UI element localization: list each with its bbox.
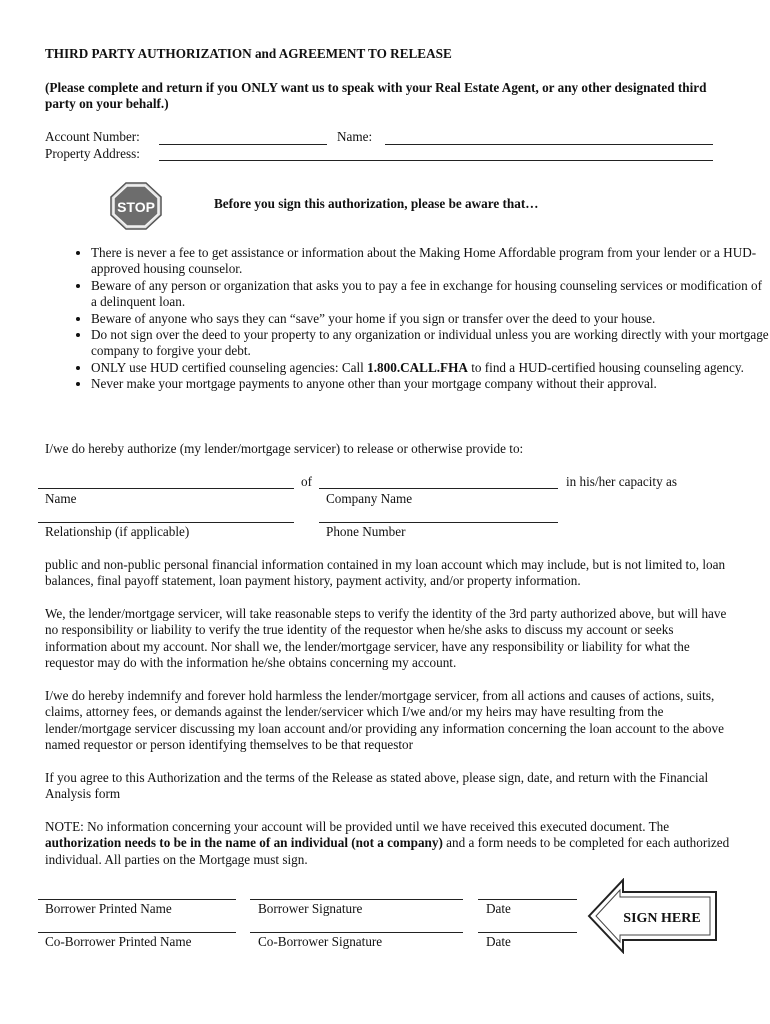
- list-item: • Do not sign over the deed to your property to any organization or individual unless you are working directly with your mortgage company to forgive your debt.: [91, 327, 770, 360]
- warning-heading: Before you sign this authorization, please be aware that…: [214, 196, 539, 211]
- coborrower-signature-label: Co-Borrower Signature: [258, 934, 383, 949]
- borrower-signature-field[interactable]: [250, 899, 463, 900]
- hud-phone: 1.800.CALL.FHA: [367, 359, 468, 375]
- coborrower-date-field[interactable]: [478, 932, 577, 933]
- list-item: • Beware of anyone who says they can “save” your home if you sign or transfer over the deed to your house.: [91, 311, 770, 327]
- company-name-field[interactable]: [319, 488, 558, 489]
- borrower-printed-name-label: Borrower Printed Name: [45, 901, 172, 916]
- page-title: THIRD PARTY AUTHORIZATION and AGREEMENT TO RELEASE: [45, 46, 452, 61]
- property-address-label: Property Address:: [45, 146, 140, 161]
- phone-number-field[interactable]: [319, 522, 558, 523]
- note-text-post: and a form needs to be completed for each authorized individual. All parties on the Mortgage must sign.: [45, 835, 730, 867]
- coborrower-printed-name-field[interactable]: [38, 932, 236, 933]
- indemnify-paragraph: I/we do hereby indemnify and forever hold harmless the lender/mortgage servicer, from all actions and causes of actions, suits, claims, attorney fees, or demands against the lender/servicer which I/we and/or my heirs may have resulting from the lender/mortgage servicer discussing my loan account and/or providing any information concerning the loan account to the above named requestor or person identifying themselves to be that requestor: [45, 688, 724, 753]
- authorize-text: I/we do hereby authorize (my lender/mortgage servicer) to release or otherwise provide to:: [45, 441, 524, 456]
- verify-paragraph: We, the lender/mortgage servicer, will take reasonable steps to verify the identity of the 3rd party authorized above, but will have no responsibility or liability to verify the true identity of the requestor when he/she asks to discuss my account or seeks information about my account. Nor shall we, the lender/mortgage servicer, have any responsibility or liability for what the requestor may do with the information he/she obtains concerning my account.: [45, 606, 727, 671]
- borrower-date-label: Date: [486, 901, 511, 916]
- list-item: [91, 360, 770, 376]
- relationship-field[interactable]: [38, 522, 294, 523]
- info-paragraph: public and non-public personal financial information contained in my loan account which may include, but is not limited to, loan balances, final payoff statement, loan payment history, payment activity, and/or property information.: [45, 557, 726, 589]
- property-address-field[interactable]: [159, 160, 713, 161]
- account-number-field[interactable]: [159, 144, 327, 145]
- instruction-text: (Please complete and return if you ONLY want us to speak with your Real Estate Agent, or any other designated third party on your behalf.): [45, 80, 707, 112]
- phone-number-label: Phone Number: [326, 524, 406, 539]
- borrower-signature-label: Borrower Signature: [258, 901, 363, 916]
- coborrower-printed-name-label: Co-Borrower Printed Name: [45, 934, 192, 949]
- note-text: NOTE: No information concerning your account will be provided until we have received this executed document. The: [45, 819, 670, 834]
- list-item: • Beware of any person or organization that asks you to pay a fee in exchange for housing counseling services or modification of a delinquent loan.: [91, 278, 770, 311]
- sign-here-text: SIGN HERE: [623, 911, 701, 926]
- capacity-label: in his/her capacity as: [566, 474, 677, 489]
- third-party-name-field[interactable]: [38, 488, 294, 489]
- name-field[interactable]: [385, 144, 713, 145]
- coborrower-date-label: Date: [486, 934, 511, 949]
- note-emphasis: authorization needs to be in the name of an individual (not a company): [45, 835, 443, 851]
- note-paragraph: [45, 819, 735, 868]
- stop-sign-text: STOP: [117, 199, 155, 215]
- borrower-printed-name-field[interactable]: [38, 899, 236, 900]
- company-name-label: Company Name: [326, 491, 413, 506]
- stop-sign-icon: [110, 182, 162, 230]
- hud-text: ONLY use HUD certified counseling agencies: Call: [91, 359, 368, 375]
- name-label: Name:: [337, 129, 373, 144]
- of-label: of: [301, 474, 312, 489]
- warning-list: [45, 245, 770, 393]
- coborrower-signature-field[interactable]: [250, 932, 463, 933]
- list-item: • There is never a fee to get assistance or information about the Making Home Affordable program from your lender or a HUD-approved housing counselor.: [91, 245, 770, 278]
- agree-paragraph: If you agree to this Authorization and the terms of the Release as stated above, please sign, date, and return with the Financial Analysis form: [45, 770, 709, 802]
- sign-here-arrow-icon: [587, 878, 719, 954]
- account-number-label: Account Number:: [45, 129, 140, 144]
- third-party-name-label: Name: [45, 491, 77, 506]
- relationship-label: Relationship (if applicable): [45, 524, 190, 539]
- hud-text-post: to find a HUD-certified housing counseling agency.: [467, 359, 744, 375]
- borrower-date-field[interactable]: [478, 899, 577, 900]
- list-item: • Never make your mortgage payments to anyone other than your mortgage company without their approval.: [91, 376, 770, 392]
